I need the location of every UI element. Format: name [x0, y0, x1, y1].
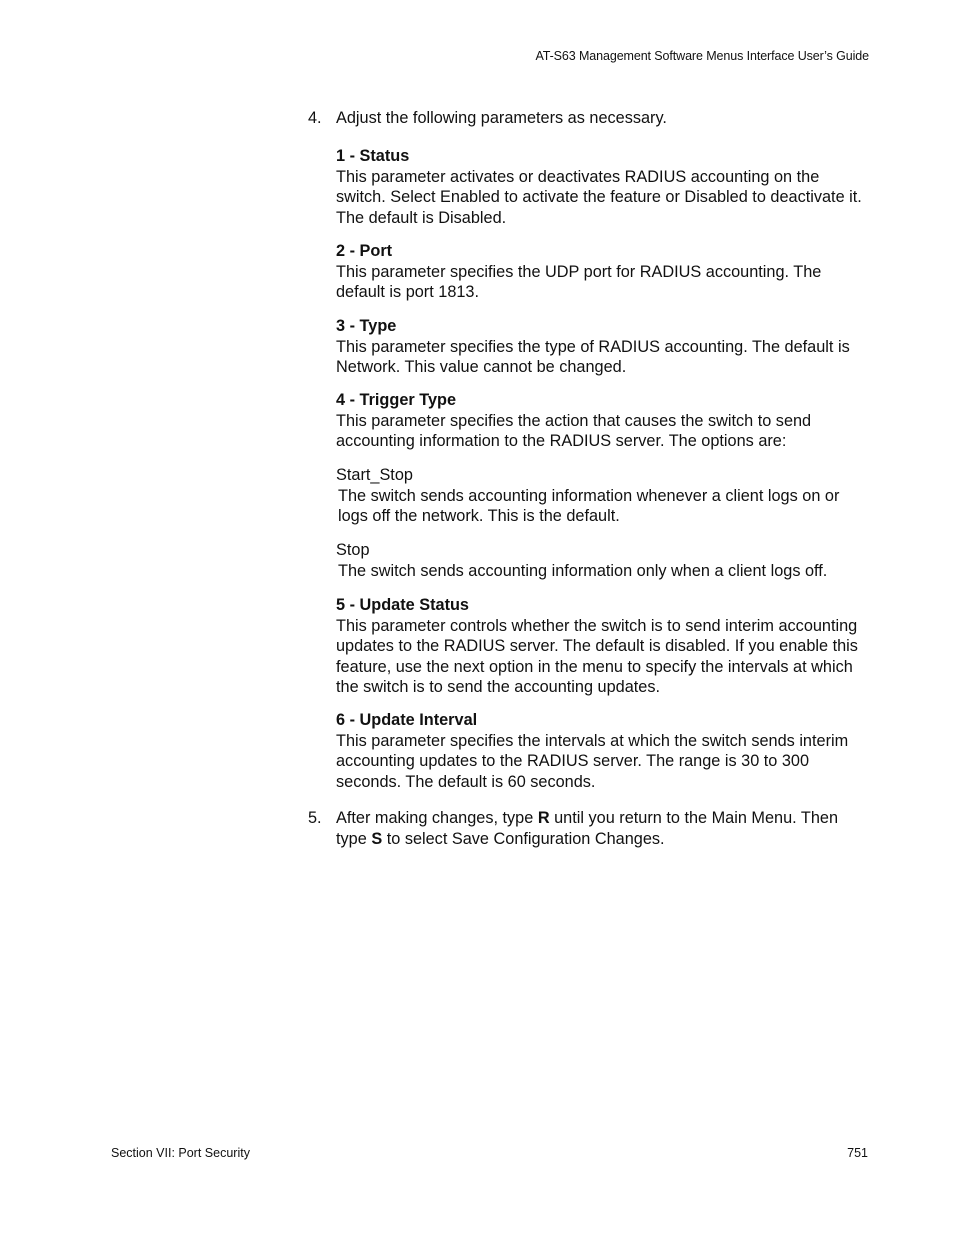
footer-section: Section VII: Port Security: [111, 1146, 250, 1160]
parameter-description: This parameter specifies the UDP port for RADIUS accounting. The default is port 1813.: [336, 262, 822, 301]
step-4: [308, 108, 868, 129]
parameter-type: [336, 316, 870, 378]
step-5-text: [336, 808, 868, 849]
parameter-title: 6 - Update Interval: [336, 711, 478, 729]
parameter-description: This parameter specifies the type of RADIUS accounting. The default is Network. This value cannot be changed.: [336, 337, 850, 376]
parameter-status: [336, 146, 870, 228]
parameter-update-interval: [336, 710, 870, 792]
option-description: The switch sends accounting information whenever a client logs on or logs off the network. This is the default.: [338, 486, 840, 525]
step-5-text-part: After making changes, type: [336, 809, 538, 827]
parameter-update-status: [336, 595, 870, 698]
parameter-title: 5 - Update Status: [336, 596, 469, 614]
trigger-option-stop: [336, 540, 870, 581]
parameter-title: 4 - Trigger Type: [336, 391, 457, 409]
parameter-description: This parameter specifies the action that causes the switch to send accounting information to the RADIUS server. The options are:: [336, 411, 812, 450]
step-5-text-part: until you return to the Main Menu. Then type: [336, 809, 838, 848]
step-5-text-part: to select Save Configuration Changes.: [382, 829, 665, 848]
parameter-description: This parameter activates or deactivates RADIUS accounting on the switch. Select Enabled to activate the feature or Disabled to deactivate it. The default is Disabled.: [336, 167, 862, 227]
parameter-description: This parameter controls whether the switch is to send interim accounting updates to the RADIUS server. The default is disabled. If you enable this feature, use the next option in the menu to specify the intervals at which the switch is to send the accounting updates.: [336, 616, 858, 696]
trigger-option-start-stop: [336, 465, 870, 527]
parameter-title: 1 - Status: [336, 147, 410, 165]
option-name: Start_Stop: [336, 466, 413, 484]
option-description: The switch sends accounting information only when a client logs off.: [338, 561, 828, 580]
step-4-number: 4.: [308, 109, 322, 127]
running-header-title: AT-S63 Management Software Menus Interface User’s Guide: [535, 49, 869, 63]
option-name: Stop: [336, 541, 370, 559]
parameter-description: This parameter specifies the intervals at which the switch sends interim accounting updates to the RADIUS server. The range is 30 to 300 seconds. The default is 60 seconds.: [336, 731, 849, 791]
step-5: [308, 808, 868, 849]
footer-page-number: 751: [847, 1146, 868, 1160]
parameter-title: 2 - Port: [336, 242, 393, 260]
key-s: S: [371, 829, 383, 848]
step-5-number: 5.: [308, 809, 322, 827]
parameter-trigger-type: [336, 390, 870, 452]
parameter-title: 3 - Type: [336, 317, 397, 335]
step-4-text: Adjust the following parameters as necessary.: [336, 109, 667, 127]
parameter-port: [336, 241, 870, 303]
key-r: R: [537, 809, 550, 827]
